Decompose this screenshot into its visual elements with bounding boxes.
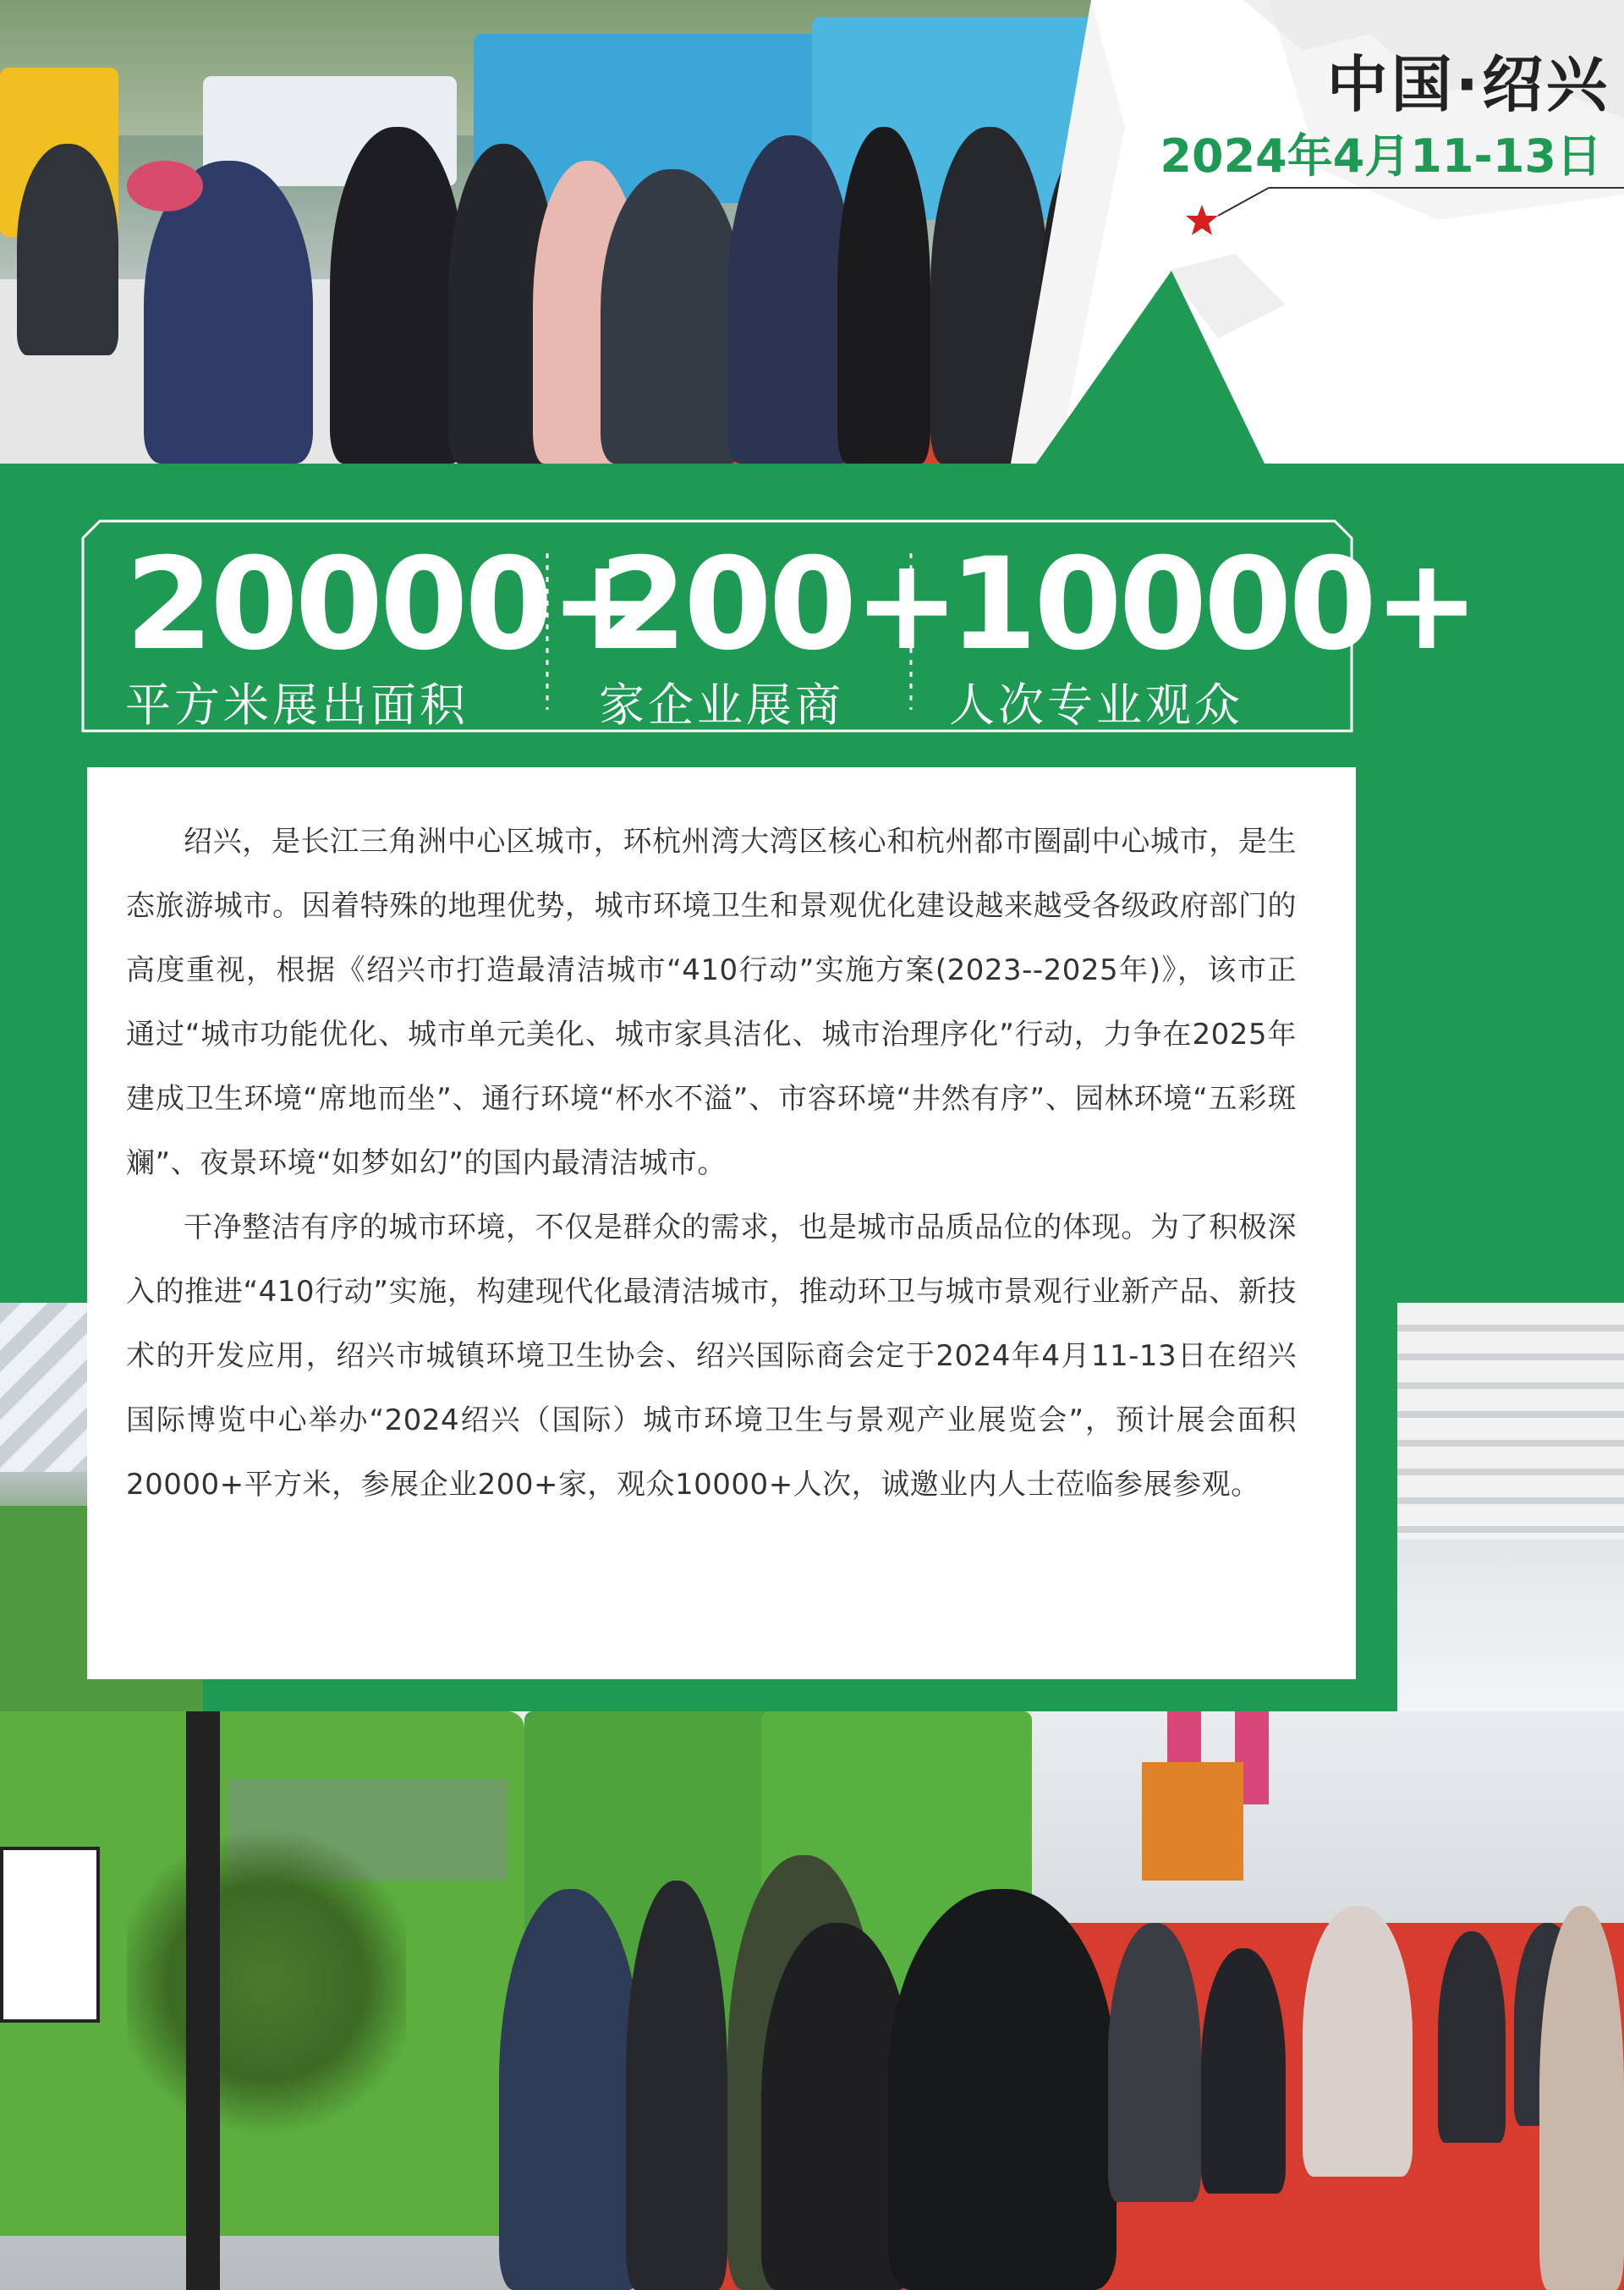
stat-label: 人次专业观众: [949, 678, 1243, 732]
stat-visitors: [949, 531, 1477, 732]
intro-paragraph-2: 干净整洁有序的城市环境，不仅是群众的需求，也是城市品质品位的体现。为了积极深入的推进“410行动”实施，构建现代化最清洁城市，推动环卫与城市景观行业新产品、新技术的开发应用，绍兴市城镇环境卫生协会、绍兴国际商会定于2024年4月11-13日在绍兴国际博览中心举办“2024绍兴（国际）城市环境卫生与景观产业展览会”，预计展会面积20000+平方米，参展企业200+家，观众10000+人次，诚邀业内人士莅临参展参观。: [126, 1211, 1297, 1502]
exhibition-date: 2024年4月11-13日: [1160, 129, 1602, 183]
intro-paragraph-1: 绍兴，是长江三角洲中心区城市，环杭州湾大湾区核心和杭州都市圈副中心城市，是生态旅游城市。因着特殊的地理优势，城市环境卫生和景观优化建设越来越受各级政府部门的高度重视，根据《绍兴市打造最清洁城市“410行动”实施方案(2023--2025年)》，该市正通过“城市功能优化、城市单元美化、城市家具洁化、城市治理序化”行动，力争在2025年建成卫生环境“席地而坐”、通行环境“杯水不溢”、市容环境“井然有序”、园林环境“五彩斑斓”、夜景环境“如梦如幻”的国内最清洁城市。: [126, 825, 1297, 1180]
visitor: [1539, 1906, 1624, 2290]
stat-label: 家企业展商: [599, 678, 844, 732]
visitor: [1303, 1906, 1413, 2177]
visitor: [1438, 1931, 1506, 2143]
stat-exhibition-area: [125, 531, 653, 732]
stat-value: 200+: [599, 531, 957, 678]
visitor: [1201, 1948, 1286, 2194]
bottom-exhibition-photo: [0, 1711, 1624, 2290]
stat-label: 平方米展出面积: [125, 678, 469, 732]
right-exhibition-photo: [1397, 1303, 1624, 1726]
stat-exhibitors: [599, 531, 957, 732]
introduction-card: [87, 767, 1356, 1679]
visitor: [626, 1881, 727, 2290]
visitor: [499, 1889, 643, 2290]
visitor: [1108, 1923, 1201, 2202]
visitor: [888, 1889, 1116, 2290]
location-title: 中国·绍兴: [1326, 49, 1610, 120]
stat-value: 20000+: [125, 531, 653, 678]
stat-value: 10000+: [949, 531, 1477, 678]
